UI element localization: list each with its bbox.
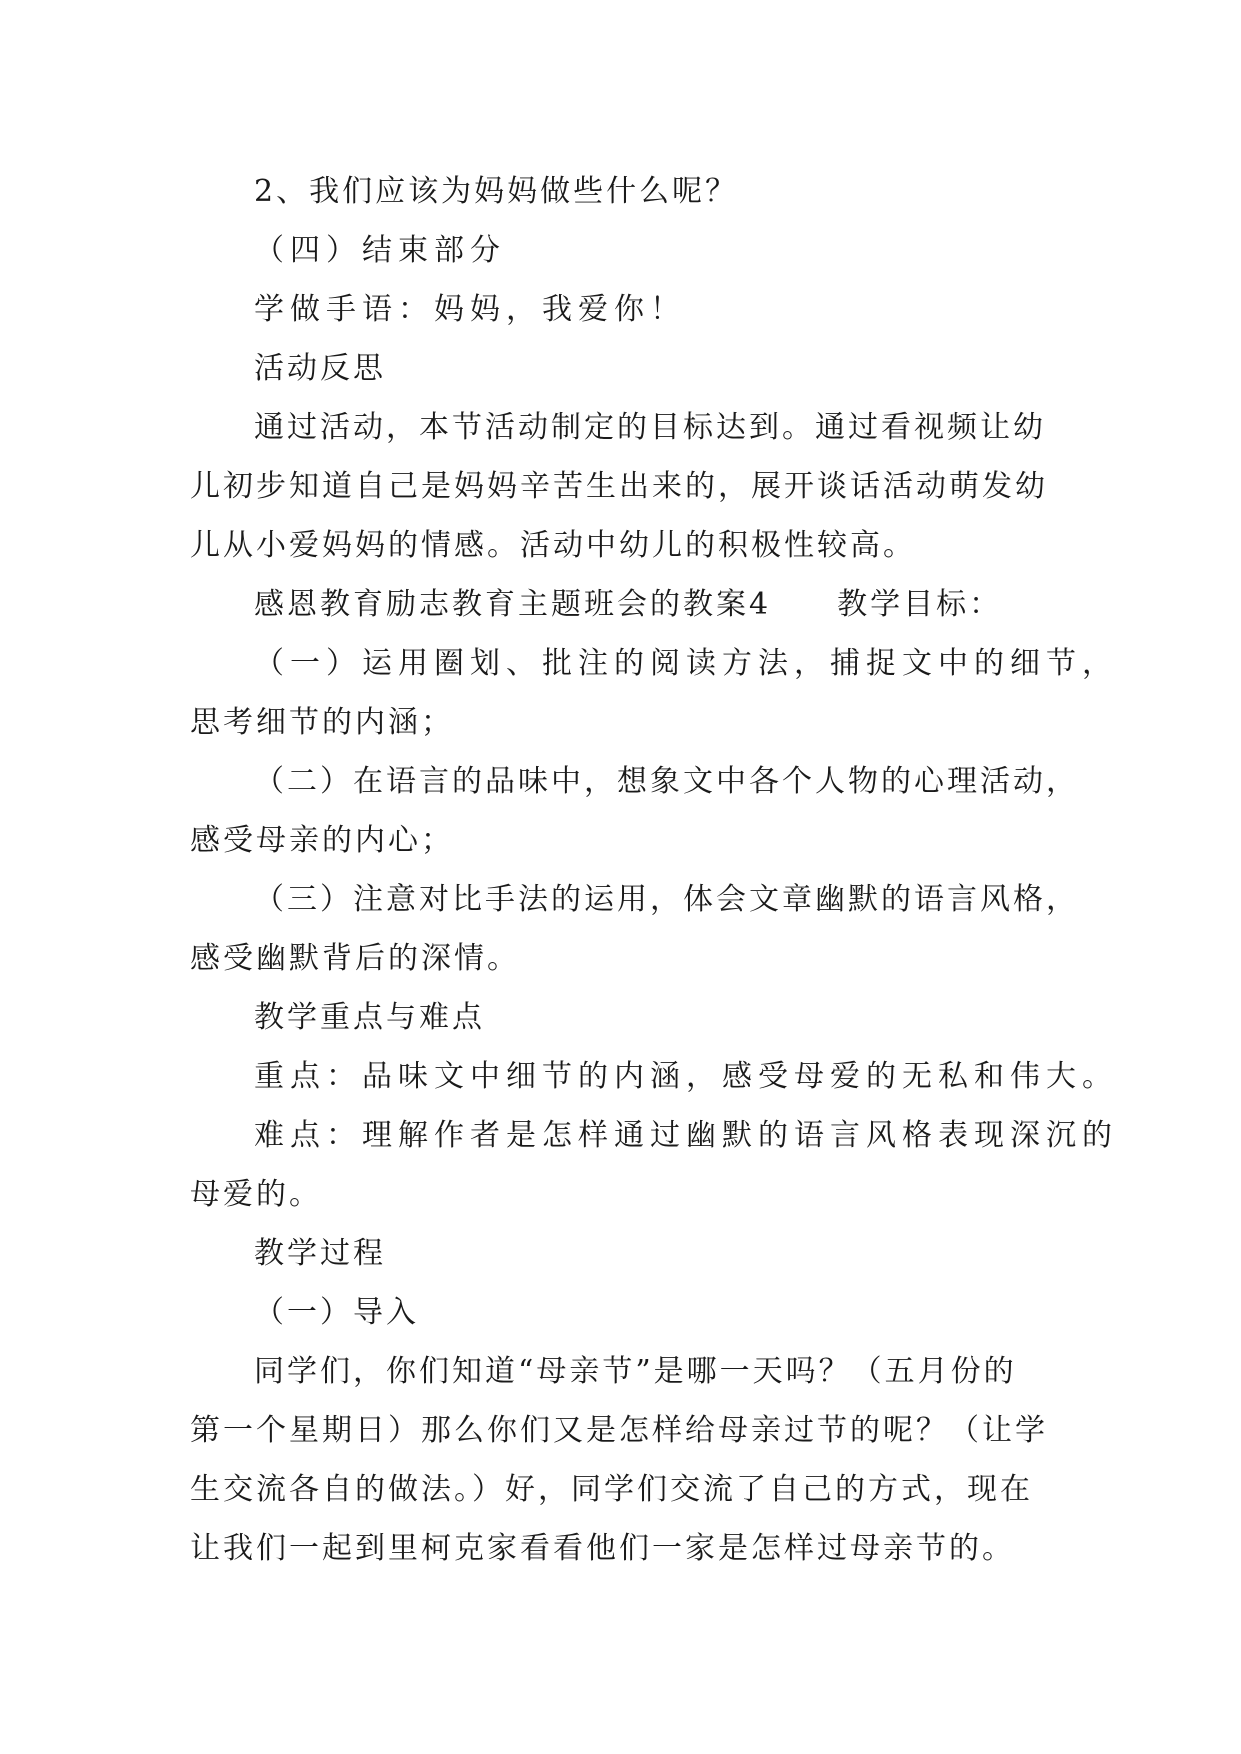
paragraph-line: 儿初步知道自己是妈妈辛苦生出来的，展开谈话活动萌发幼 bbox=[190, 469, 1048, 504]
paragraph-line: 感受幽默背后的深情。 bbox=[190, 941, 520, 976]
paragraph-line: 生交流各自的做法。）好，同学们交流了自己的方式，现在 bbox=[190, 1472, 1033, 1507]
paragraph-line: 重点：品味文中细节的内涵，感受母爱的无私和伟大。 bbox=[254, 1059, 1118, 1094]
paragraph-line: （一）运用圈划、批注的阅读方法，捕捉文中的细节， bbox=[254, 646, 1118, 681]
paragraph-line: 母爱的。 bbox=[190, 1177, 322, 1212]
section-heading: 教学过程 bbox=[254, 1236, 386, 1271]
paragraph-line: 思考细节的内涵； bbox=[190, 705, 454, 740]
paragraph-line: （三）注意对比手法的运用，体会文章幽默的语言风格， bbox=[254, 882, 1079, 917]
paragraph-line: 让我们一起到里柯克家看看他们一家是怎样过母亲节的。 bbox=[190, 1531, 1015, 1566]
section-heading: 活动反思 bbox=[254, 351, 386, 386]
paragraph-line: 通过活动，本节活动制定的目标达到。通过看视频让幼 bbox=[254, 410, 1046, 445]
section-heading: 教学重点与难点 bbox=[254, 1000, 485, 1035]
paragraph-line: 同学们，你们知道“母亲节”是哪一天吗？（五月份的 bbox=[254, 1354, 1017, 1389]
lesson-title: 感恩教育励志教育主题班会的教案4 教学目标： bbox=[254, 587, 1003, 622]
paragraph-line: （二）在语言的品味中，想象文中各个人物的心理活动， bbox=[254, 764, 1079, 799]
paragraph-line: 感受母亲的内心； bbox=[190, 823, 454, 858]
section-heading: （一）导入 bbox=[254, 1295, 419, 1330]
paragraph-line: 难点：理解作者是怎样通过幽默的语言风格表现深沉的 bbox=[254, 1118, 1118, 1153]
text-line: 学做手语：妈妈，我爱你！ bbox=[254, 292, 686, 327]
paragraph-line: 儿从小爱妈妈的情感。活动中幼儿的积极性较高。 bbox=[190, 528, 916, 563]
text-line: 2、我们应该为妈妈做些什么呢？ bbox=[254, 174, 739, 209]
document-body bbox=[190, 162, 1118, 1578]
section-heading: （四）结束部分 bbox=[254, 233, 506, 268]
paragraph-line: 第一个星期日）那么你们又是怎样给母亲过节的呢？（让学 bbox=[190, 1413, 1048, 1448]
